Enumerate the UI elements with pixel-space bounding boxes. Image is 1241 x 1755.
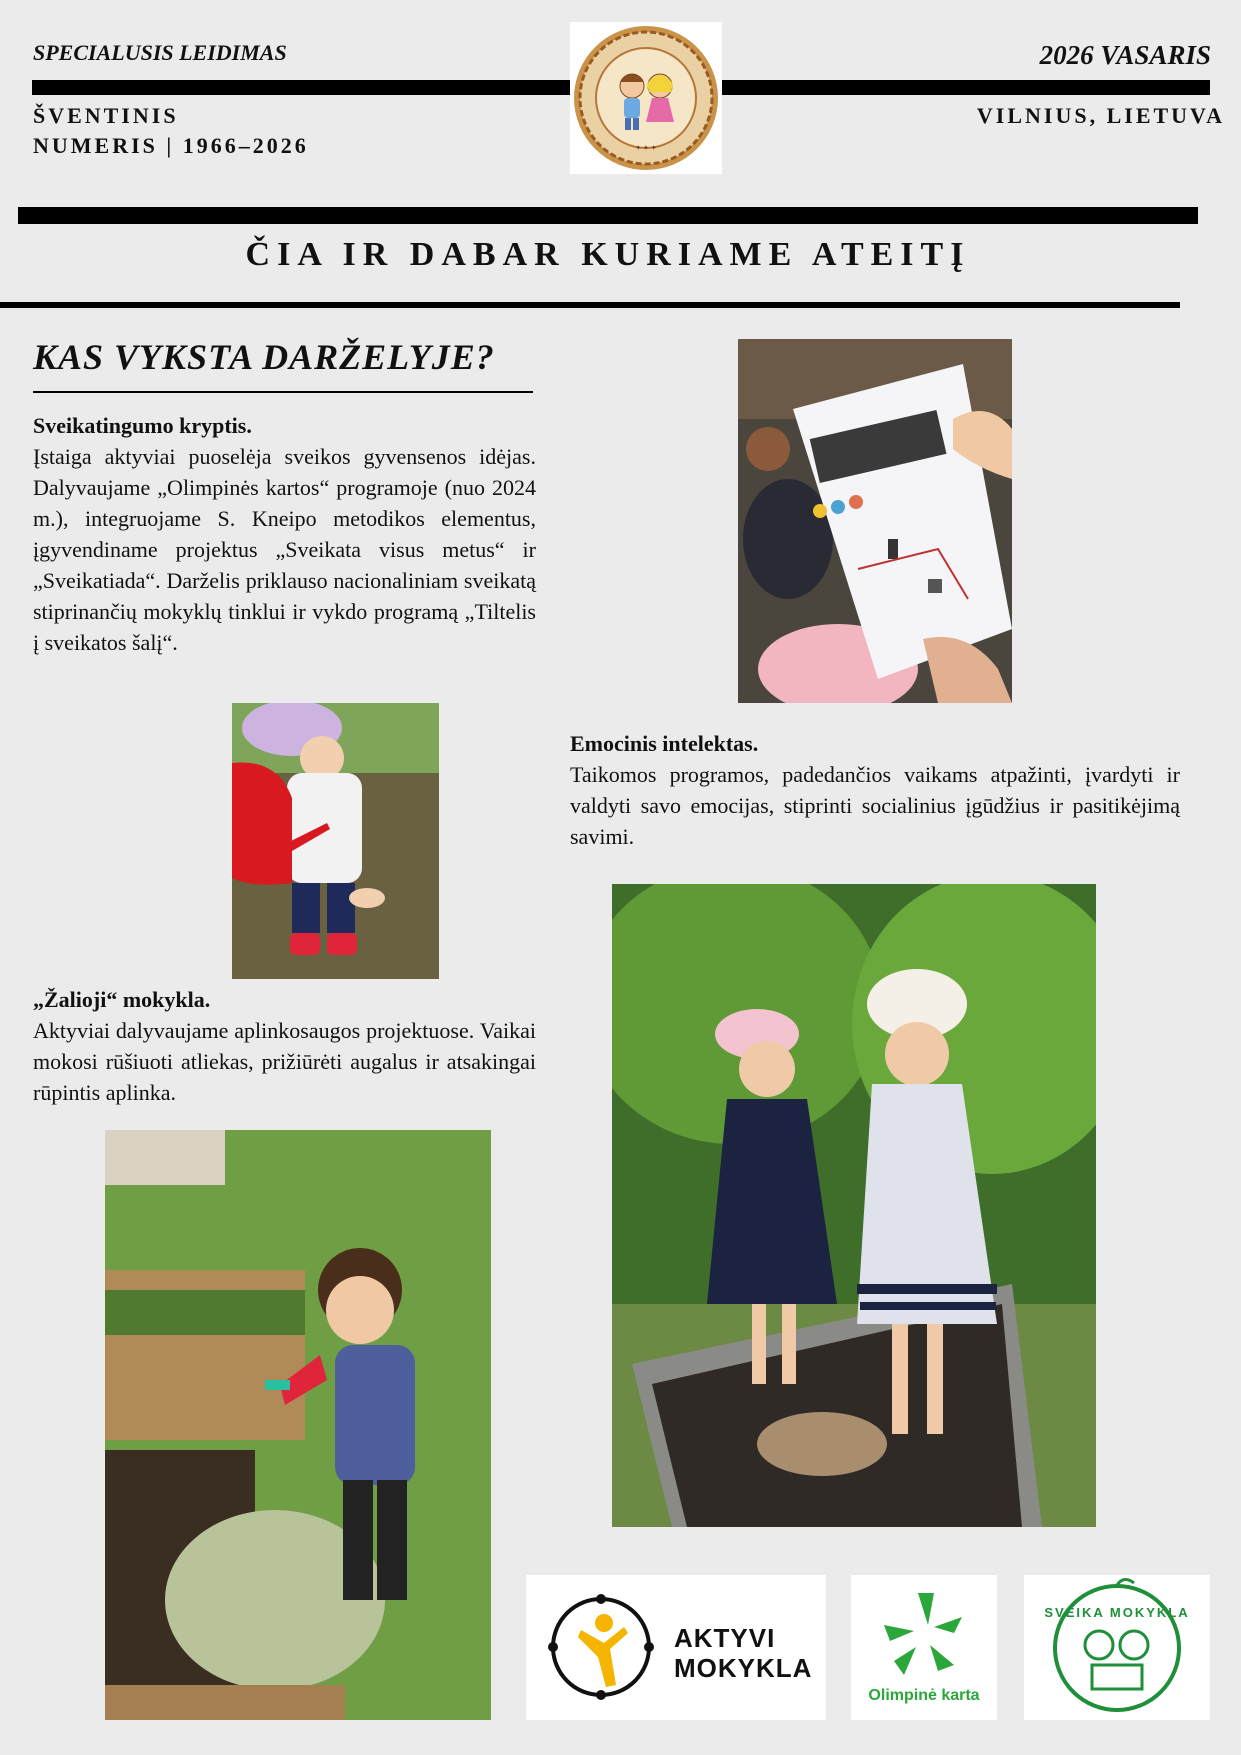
logo-aktyvi-mokykla [526, 1575, 826, 1720]
anniversary-line2: NUMERIS | 1966–2026 [33, 133, 309, 158]
banner-rule-bottom [0, 302, 1180, 308]
kindergarten-seal-logo [570, 22, 722, 174]
header-rule-right [720, 80, 1210, 95]
header-rule-left [32, 80, 572, 95]
article-green-school [33, 984, 536, 1108]
aktyvi-line2: MOKYKLA [674, 1653, 813, 1683]
aktyvi-line1: AKTYVI [674, 1623, 776, 1653]
article-health-body: Įstaiga aktyviai puoselėja sveikos gyvensenos idėjas. Dalyvaujame „Olimpinės kartos“ programoje (nuo 2024 m.), integruojame S. Kneipo metodikos elementus, įgyvendiname projektus „Sveikata visus metus“ ir „Sveikatiada“. Darželis priklauso nacionaliniam sveikatą stiprinančių mokyklų tinklui ir vykdo programą „Tiltelis į sveikatos šalį“. [33, 444, 536, 655]
edition-label: SPECIALUSIS LEIDIMAS [33, 40, 287, 65]
logo-olimpine-karta [851, 1575, 997, 1720]
logo-sveika-mokykla [1024, 1575, 1210, 1720]
olimpine-karta-label: Olimpinė karta [868, 1687, 980, 1704]
photo-boy-garden-bed [105, 1130, 491, 1720]
issue-date: 2026 VASARIS [1039, 40, 1211, 70]
banner-title: ČIA IR DABAR KURIAME ATEITĮ [245, 236, 971, 273]
photo-child-watering-can [232, 703, 439, 979]
svg-text:✦ ✦ ✦: ✦ ✦ ✦ [635, 145, 657, 152]
article-emotional-body: Taikomos programos, padedančios vaikams atpažinti, įvardyti ir valdyti savo emocijas, stiprinti socialinius įgūdžius ir pasitikėjimą savimi. [570, 762, 1180, 849]
sveika-mokykla-label: SVEIKA MOKYKLA [1044, 1605, 1190, 1620]
section-title: KAS VYKSTA DARŽELYJE? [33, 337, 495, 377]
article-emotional-heading: Emocinis intelektas. [570, 731, 759, 756]
article-green-heading: „Žalioji“ mokykla. [33, 987, 211, 1012]
article-health-heading: Sveikatingumo kryptis. [33, 413, 252, 438]
anniversary-line1: ŠVENTINIS [33, 103, 179, 128]
photo-children-reading-map [738, 339, 1012, 703]
article-green-body: Aktyviai dalyvaujame aplinkosaugos projektuose. Vaikai mokosi rūšiuoti atliekas, prižiūrėti augalus ir atsakingai rūpintis aplinka. [33, 1018, 536, 1105]
location: VILNIUS, LIETUVA [976, 103, 1225, 128]
article-emotional-intelligence [570, 728, 1180, 852]
banner-rule-top [18, 207, 1198, 224]
section-title-underline [33, 391, 533, 393]
sveika-mokykla-icon [1024, 1575, 1210, 1720]
photo-girls-sensory-path [612, 884, 1096, 1527]
article-health [33, 410, 536, 658]
